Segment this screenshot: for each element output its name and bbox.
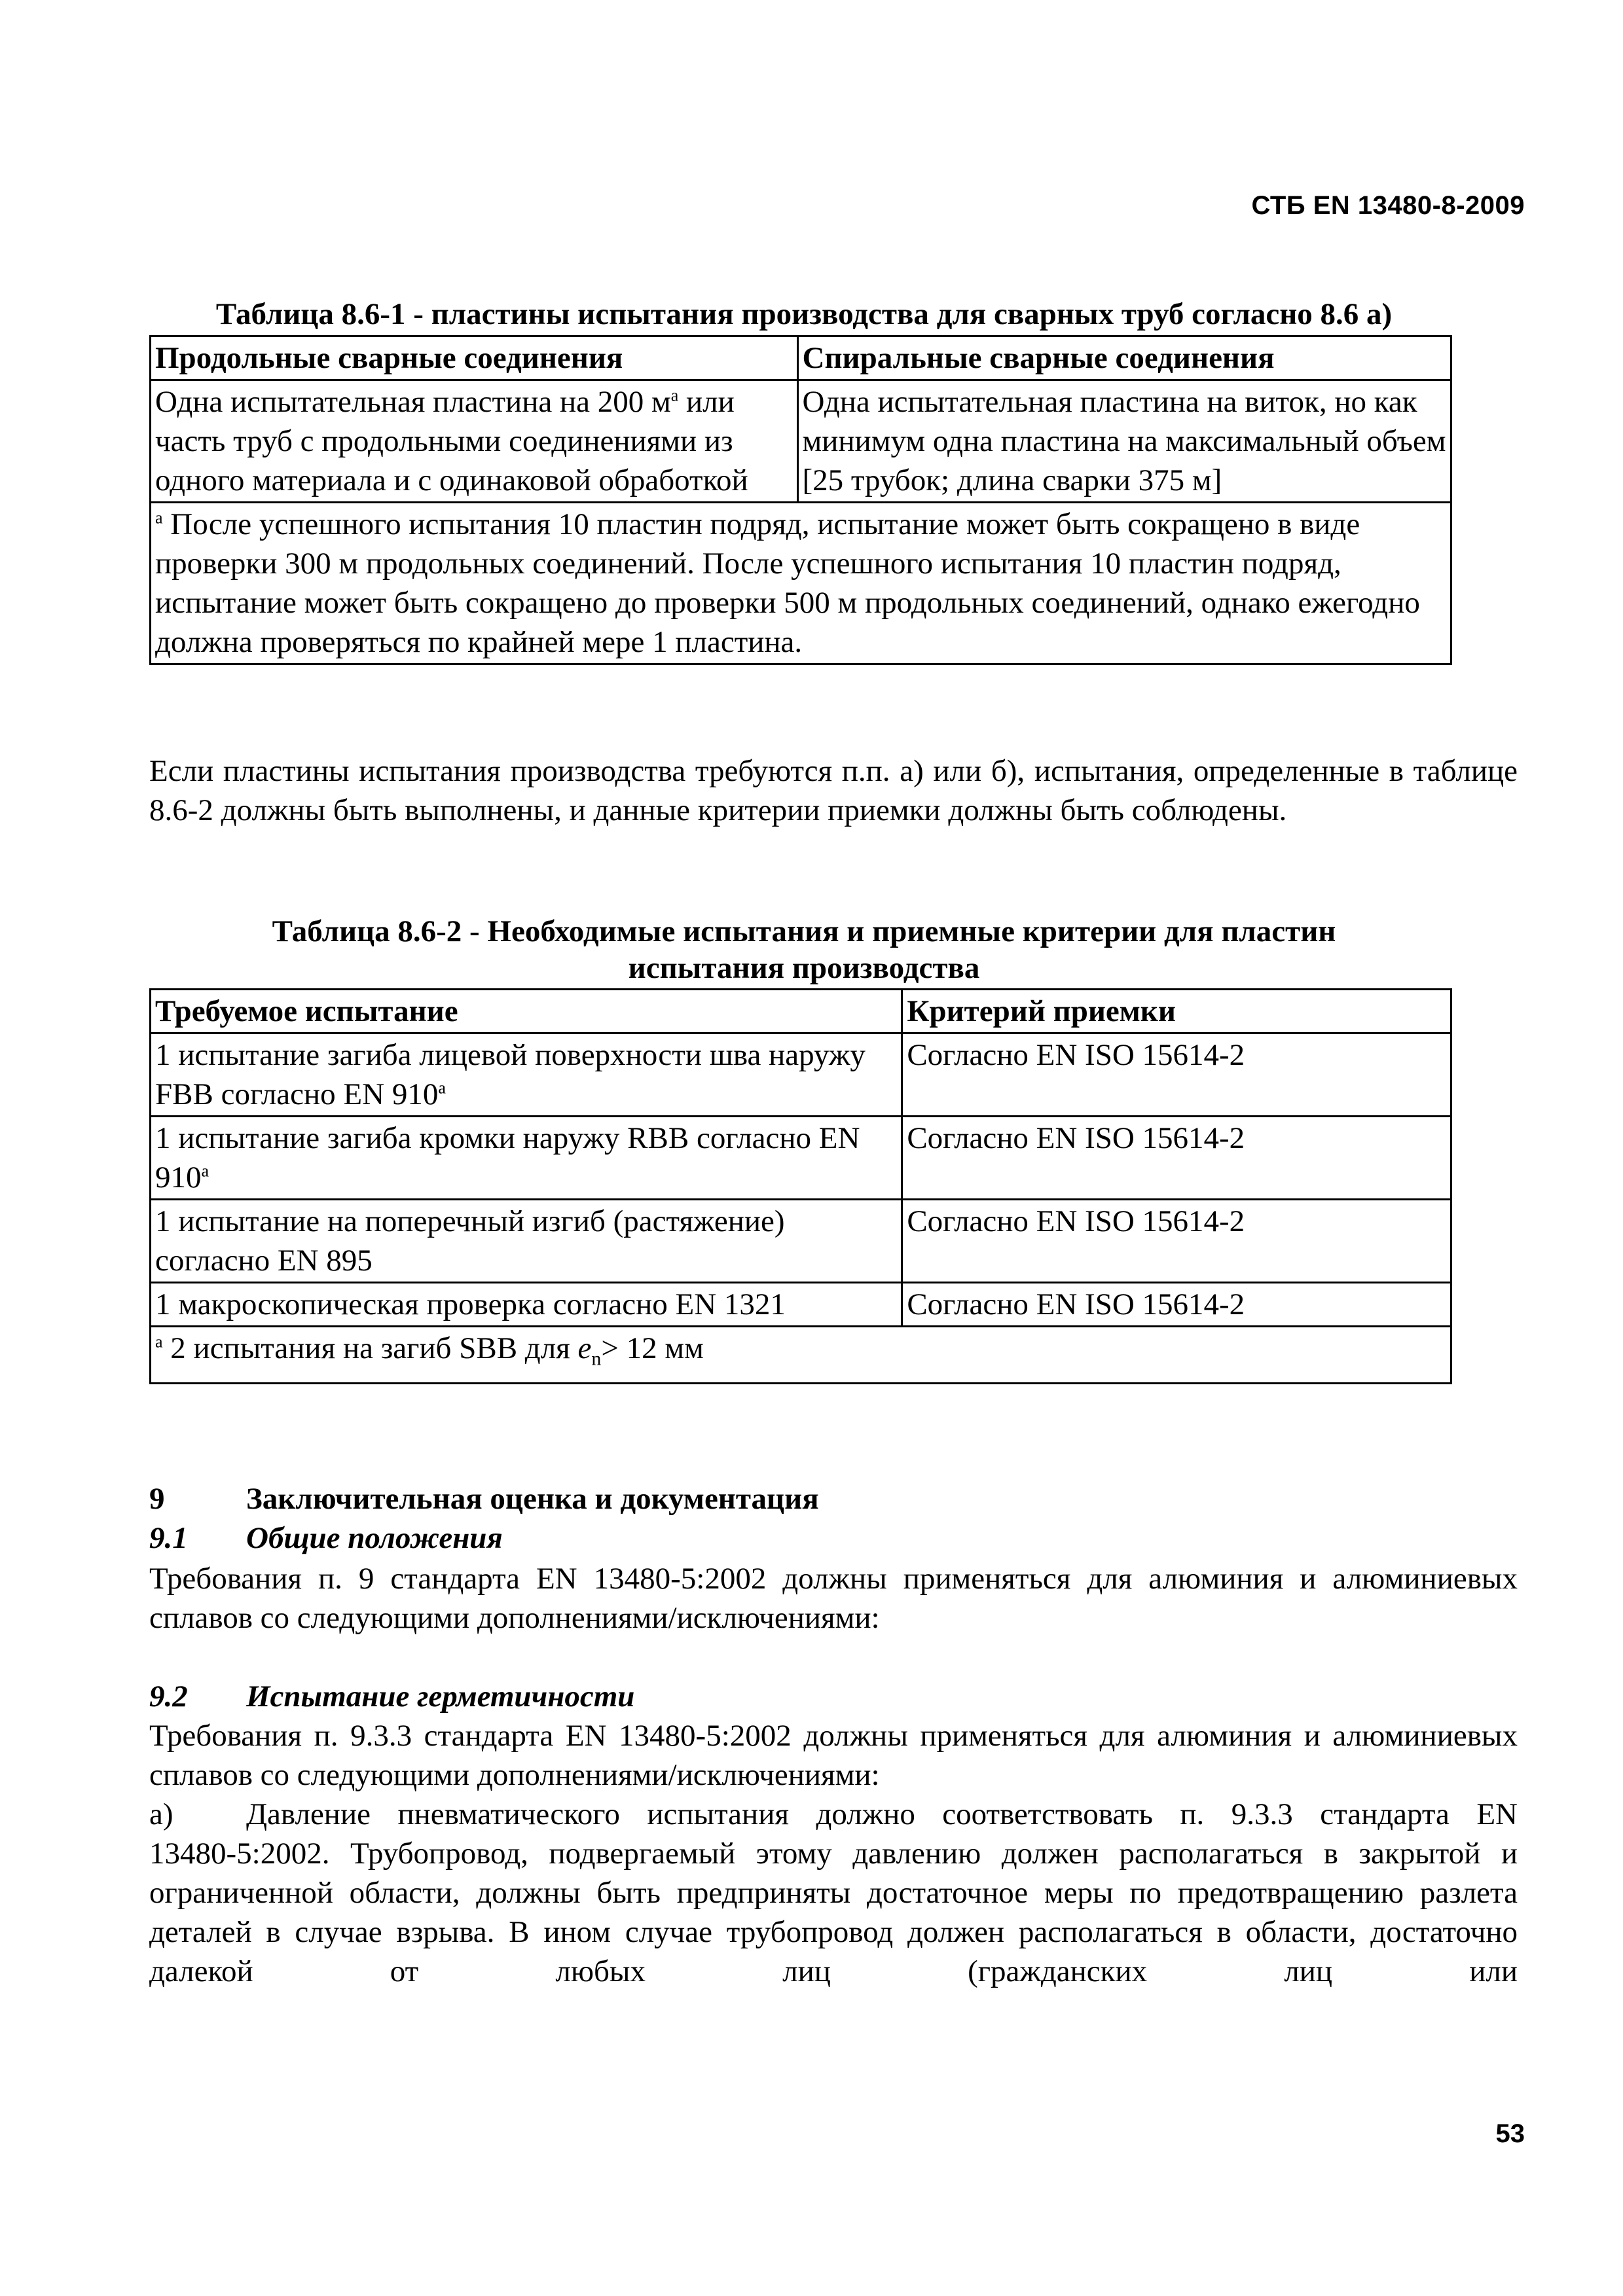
section-title: Заключительная оценка и документация	[246, 1482, 819, 1516]
table1-col1-header: Продольные сварные соединения	[151, 336, 798, 380]
table1-header-row	[151, 336, 1451, 380]
footnote-variable: e	[577, 1331, 592, 1365]
subsection-title: Общие положения	[246, 1521, 503, 1555]
page-number: 53	[1495, 2119, 1525, 2148]
footnote-text: После успешного испытания 10 пластин подряд, испытание может быть сокращено в виде проверки 300 м продольных соединений. После успешного испытания 10 пластин подряд, испытание может быть сокращено до проверки 500 м продольных соединений, однако ежегодно должна проверяться по крайней мере 1 пластина.	[155, 507, 1420, 659]
table1-cell-longitudinal	[151, 380, 798, 503]
section-9-1-text: Требования п. 9 стандарта EN 13480-5:2002 должны применяться для алюминия и алюминиевых сплавов со следующими дополнениями/исключениями:	[149, 1562, 1518, 1635]
section-9-heading	[149, 1479, 819, 1518]
table2-footnote	[151, 1327, 1451, 1384]
standard-designation: СТБ EN 13480-8-2009	[1251, 191, 1525, 220]
table-row	[151, 1033, 1451, 1117]
item-a-first-line	[149, 1795, 1518, 1834]
footnote-marker: a	[438, 1078, 446, 1098]
paragraph-table-reference: Если пластины испытания производства требуются п.п. а) или б), испытания, определенные в таблице 8.6-2 должны быть выполнены, и данные критерии приемки должны быть соблюдены.	[149, 754, 1518, 827]
footnote-marker: a	[201, 1161, 210, 1181]
criterion-cell: Согласно EN ISO 15614-2	[902, 1117, 1451, 1200]
table1-col2-header: Спиральные сварные соединения	[797, 336, 1451, 380]
item-text: Давление пневматического испытания должно соответствовать п. 9.3.3 стандарта EN	[246, 1797, 1518, 1831]
table1	[149, 335, 1452, 665]
table1-footnote	[151, 503, 1451, 664]
table1-footnote-row	[151, 503, 1451, 664]
section-9-2-text: Требования п. 9.3.3 стандарта EN 13480-5:2002 должны применяться для алюминия и алюминиевых сплавов со следующими дополнениями/исключениями:	[149, 1719, 1518, 1792]
table1-cell-spiral: Одна испытательная пластина на виток, но как минимум одна пластина на максимальный объем [25 трубок; длина сварки 375 м]	[797, 380, 1451, 503]
footnote-marker: a	[670, 386, 679, 405]
table2-footnote-row	[151, 1327, 1451, 1384]
test-cell	[151, 1117, 902, 1200]
item-label: а)	[149, 1797, 173, 1831]
criterion-cell: Согласно EN ISO 15614-2	[902, 1200, 1451, 1283]
item-a-continuation: 13480-5:2002. Трубопровод, подвергаемый этому давлению должен располагаться в закрытой и ограниченной области, должны быть предприняты достаточное меры по предотвращению разлета деталей в случае взрыва. В ином случае трубопровод должен располагаться в области, достаточно далекой от любых лиц (гражданских лиц или	[149, 1837, 1518, 1988]
footnote-marker: a	[155, 508, 163, 528]
subsection-number: 9.2	[149, 1679, 188, 1713]
footnote-text-end: > 12 мм	[601, 1331, 704, 1365]
table-row	[151, 1117, 1451, 1200]
footnote-subscript: n	[591, 1348, 602, 1370]
section-9-2-heading	[149, 1677, 634, 1716]
subsection-title: Испытание герметичности	[246, 1679, 635, 1713]
table2	[149, 988, 1452, 1384]
table-row	[151, 1200, 1451, 1283]
table-row	[151, 380, 1451, 503]
test-cell	[151, 1033, 902, 1117]
section-number: 9	[149, 1482, 165, 1516]
table2-col1-header: Требуемое испытание	[151, 990, 902, 1033]
test-text: 1 испытание загиба кромки наружу RBB согласно EN 910	[155, 1121, 860, 1194]
criterion-cell: Согласно EN ISO 15614-2	[902, 1283, 1451, 1327]
test-cell: 1 испытание на поперечный изгиб (растяжение) согласно EN 895	[151, 1200, 902, 1283]
table2-col2-header: Критерий приемки	[902, 990, 1451, 1033]
table2-title-line2: испытания производства	[628, 951, 980, 985]
criterion-cell: Согласно EN ISO 15614-2	[902, 1033, 1451, 1117]
test-text: 1 испытание загиба лицевой поверхности шва наружу FBB согласно EN 910	[155, 1038, 866, 1111]
table2-header-row	[151, 990, 1451, 1033]
footnote-text: 2 испытания на загиб SBB для	[162, 1331, 578, 1365]
test-cell: 1 макроскопическая проверка согласно EN 1321	[151, 1283, 902, 1327]
cell-text: Одна испытательная пластина на 200 м	[155, 385, 671, 419]
cell-text-cont: или часть труб с продольными соединениями из одного материала и с одинаковой обработкой	[155, 385, 748, 497]
footnote-marker: a	[155, 1332, 163, 1352]
table2-title-line1: Таблица 8.6-2 - Необходимые испытания и приемные критерии для пластин	[272, 914, 1336, 948]
section-9-1-heading	[149, 1518, 503, 1558]
table-row	[151, 1283, 1451, 1327]
table1-title: Таблица 8.6-1 - пластины испытания производства для сварных труб согласно 8.6 а)	[215, 297, 1393, 331]
subsection-number: 9.1	[149, 1521, 188, 1555]
